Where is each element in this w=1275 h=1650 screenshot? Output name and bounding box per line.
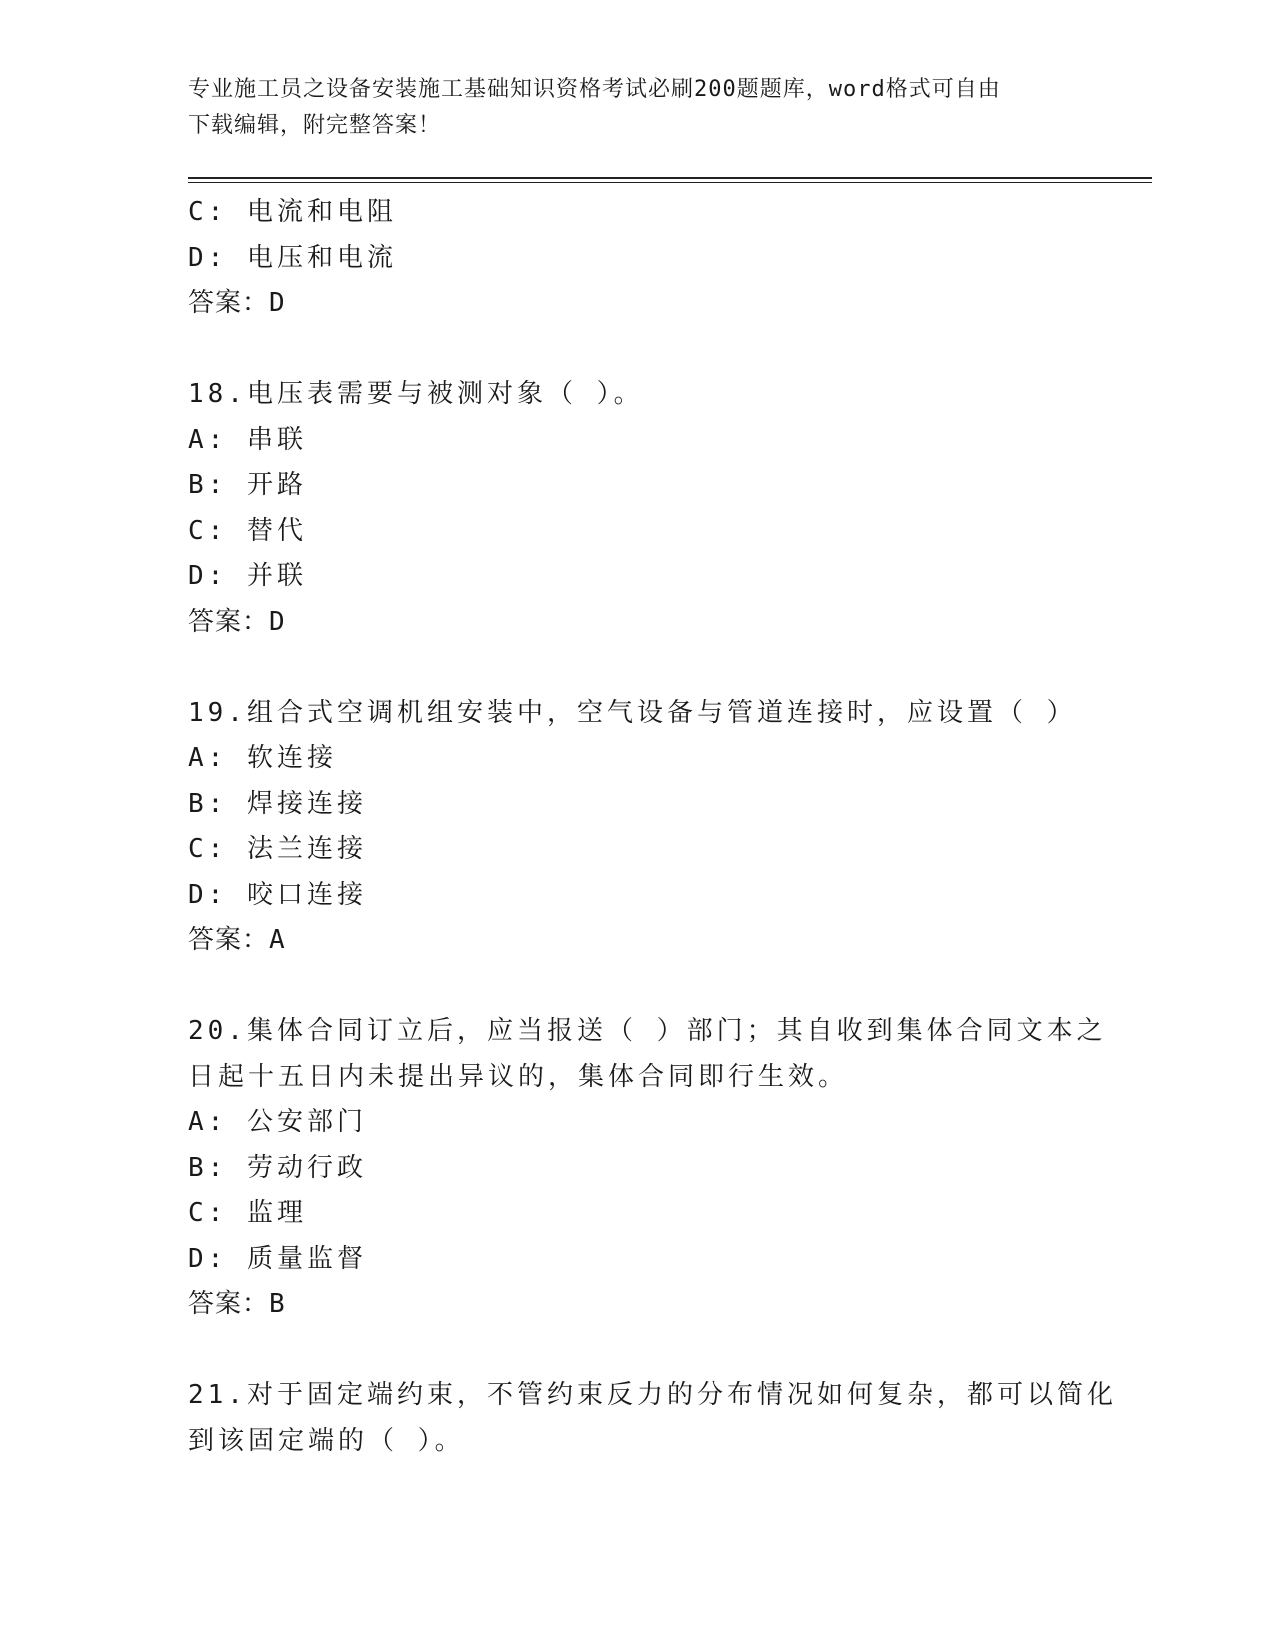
option-text: 并联 — [246, 561, 307, 591]
option-text: 监理 — [246, 1198, 307, 1228]
header-title-line-2: 下载编辑，附完整答案！ — [188, 113, 442, 138]
answer-label: 答案： — [188, 288, 270, 318]
spacer — [188, 964, 1108, 1010]
option-a — [188, 736, 1108, 782]
option-letter: C: — [188, 515, 228, 546]
option-letter: A: — [188, 743, 228, 773]
option-text: 质量监督 — [246, 1243, 367, 1274]
option-text: 软连接 — [246, 743, 337, 773]
option-d — [188, 554, 1108, 600]
option-letter: D: — [188, 1243, 228, 1274]
option-letter: B: — [188, 1152, 228, 1183]
question-text: 18.电压表需要与被测对象（ ）。 — [188, 379, 644, 409]
option-c — [188, 509, 1108, 555]
answer-value: A — [269, 925, 286, 955]
option-b — [188, 782, 1108, 828]
option-letter: A: — [188, 424, 228, 455]
answer-line — [188, 1282, 1108, 1328]
option-c — [188, 827, 1108, 873]
answer-value: B — [269, 1289, 286, 1319]
option-text: 焊接连接 — [246, 788, 367, 819]
answer-line — [188, 281, 1108, 327]
question-number: 19. — [188, 697, 247, 728]
question-text: 21.对于固定端约束，不管约束反力的分布情况如何复杂，都可以简化 — [188, 1380, 1117, 1410]
question-19 — [188, 691, 1108, 964]
question-list — [188, 190, 1117, 1464]
spacer — [188, 1328, 1108, 1374]
question-text-continued: 到该固定端的（ ）。 — [188, 1425, 465, 1456]
option-letter: B: — [188, 470, 228, 500]
spacer — [188, 645, 1108, 691]
option-letter: C: — [188, 834, 228, 864]
header-title-line-1: 专业施工员之设备安装施工基础知识资格考试必刷200题题库，word格式可自由 — [188, 77, 1001, 102]
answer-value: D — [269, 606, 286, 637]
answer-label: 答案： — [188, 1289, 270, 1319]
option-letter: B: — [188, 788, 228, 819]
option-d — [188, 236, 1108, 282]
question-20 — [188, 1009, 1108, 1328]
answer-label: 答案： — [188, 925, 270, 955]
option-letter: D: — [188, 879, 228, 910]
header-rule-thin — [188, 182, 1152, 183]
option-d — [188, 873, 1108, 919]
option-a — [188, 1100, 1108, 1146]
question-17-continued — [188, 190, 1108, 327]
answer-line — [188, 600, 1108, 646]
option-text: 串联 — [246, 424, 307, 455]
question-text: 19.组合式空调机组安装中，空气设备与管道连接时，应设置（ ） — [188, 697, 1077, 728]
spacer — [188, 327, 1108, 373]
option-letter: D: — [188, 561, 228, 591]
question-18 — [188, 372, 1108, 645]
option-text: 电压和电流 — [246, 242, 397, 273]
answer-value: D — [269, 288, 286, 318]
answer-label: 答案： — [188, 606, 270, 637]
option-d — [188, 1237, 1108, 1283]
option-text: 法兰连接 — [246, 834, 367, 864]
option-text: 公安部门 — [246, 1107, 367, 1137]
option-text: 替代 — [246, 515, 307, 546]
question-number: 18. — [188, 379, 247, 409]
answer-line — [188, 918, 1108, 964]
option-b — [188, 1146, 1108, 1192]
option-b — [188, 463, 1108, 509]
document-header — [188, 72, 1068, 144]
option-text: 劳动行政 — [246, 1152, 367, 1183]
option-a — [188, 418, 1108, 464]
question-21 — [188, 1373, 1117, 1464]
option-letter: D: — [188, 242, 228, 273]
option-text: 开路 — [246, 470, 307, 500]
option-text: 咬口连接 — [246, 879, 367, 910]
option-c — [188, 190, 1108, 236]
question-text: 20.集体合同订立后，应当报送（ ）部门；其自收到集体合同文本之 — [188, 1016, 1107, 1046]
question-text-continued: 日起十五日内未提出异议的，集体合同即行生效。 — [188, 1061, 849, 1092]
option-letter: C: — [188, 197, 228, 227]
question-number: 21. — [188, 1380, 247, 1410]
option-letter: C: — [188, 1198, 228, 1228]
question-number: 20. — [188, 1016, 247, 1046]
header-rule-thick — [188, 177, 1152, 179]
option-text: 电流和电阻 — [246, 197, 397, 227]
option-c — [188, 1191, 1108, 1237]
option-letter: A: — [188, 1107, 228, 1137]
